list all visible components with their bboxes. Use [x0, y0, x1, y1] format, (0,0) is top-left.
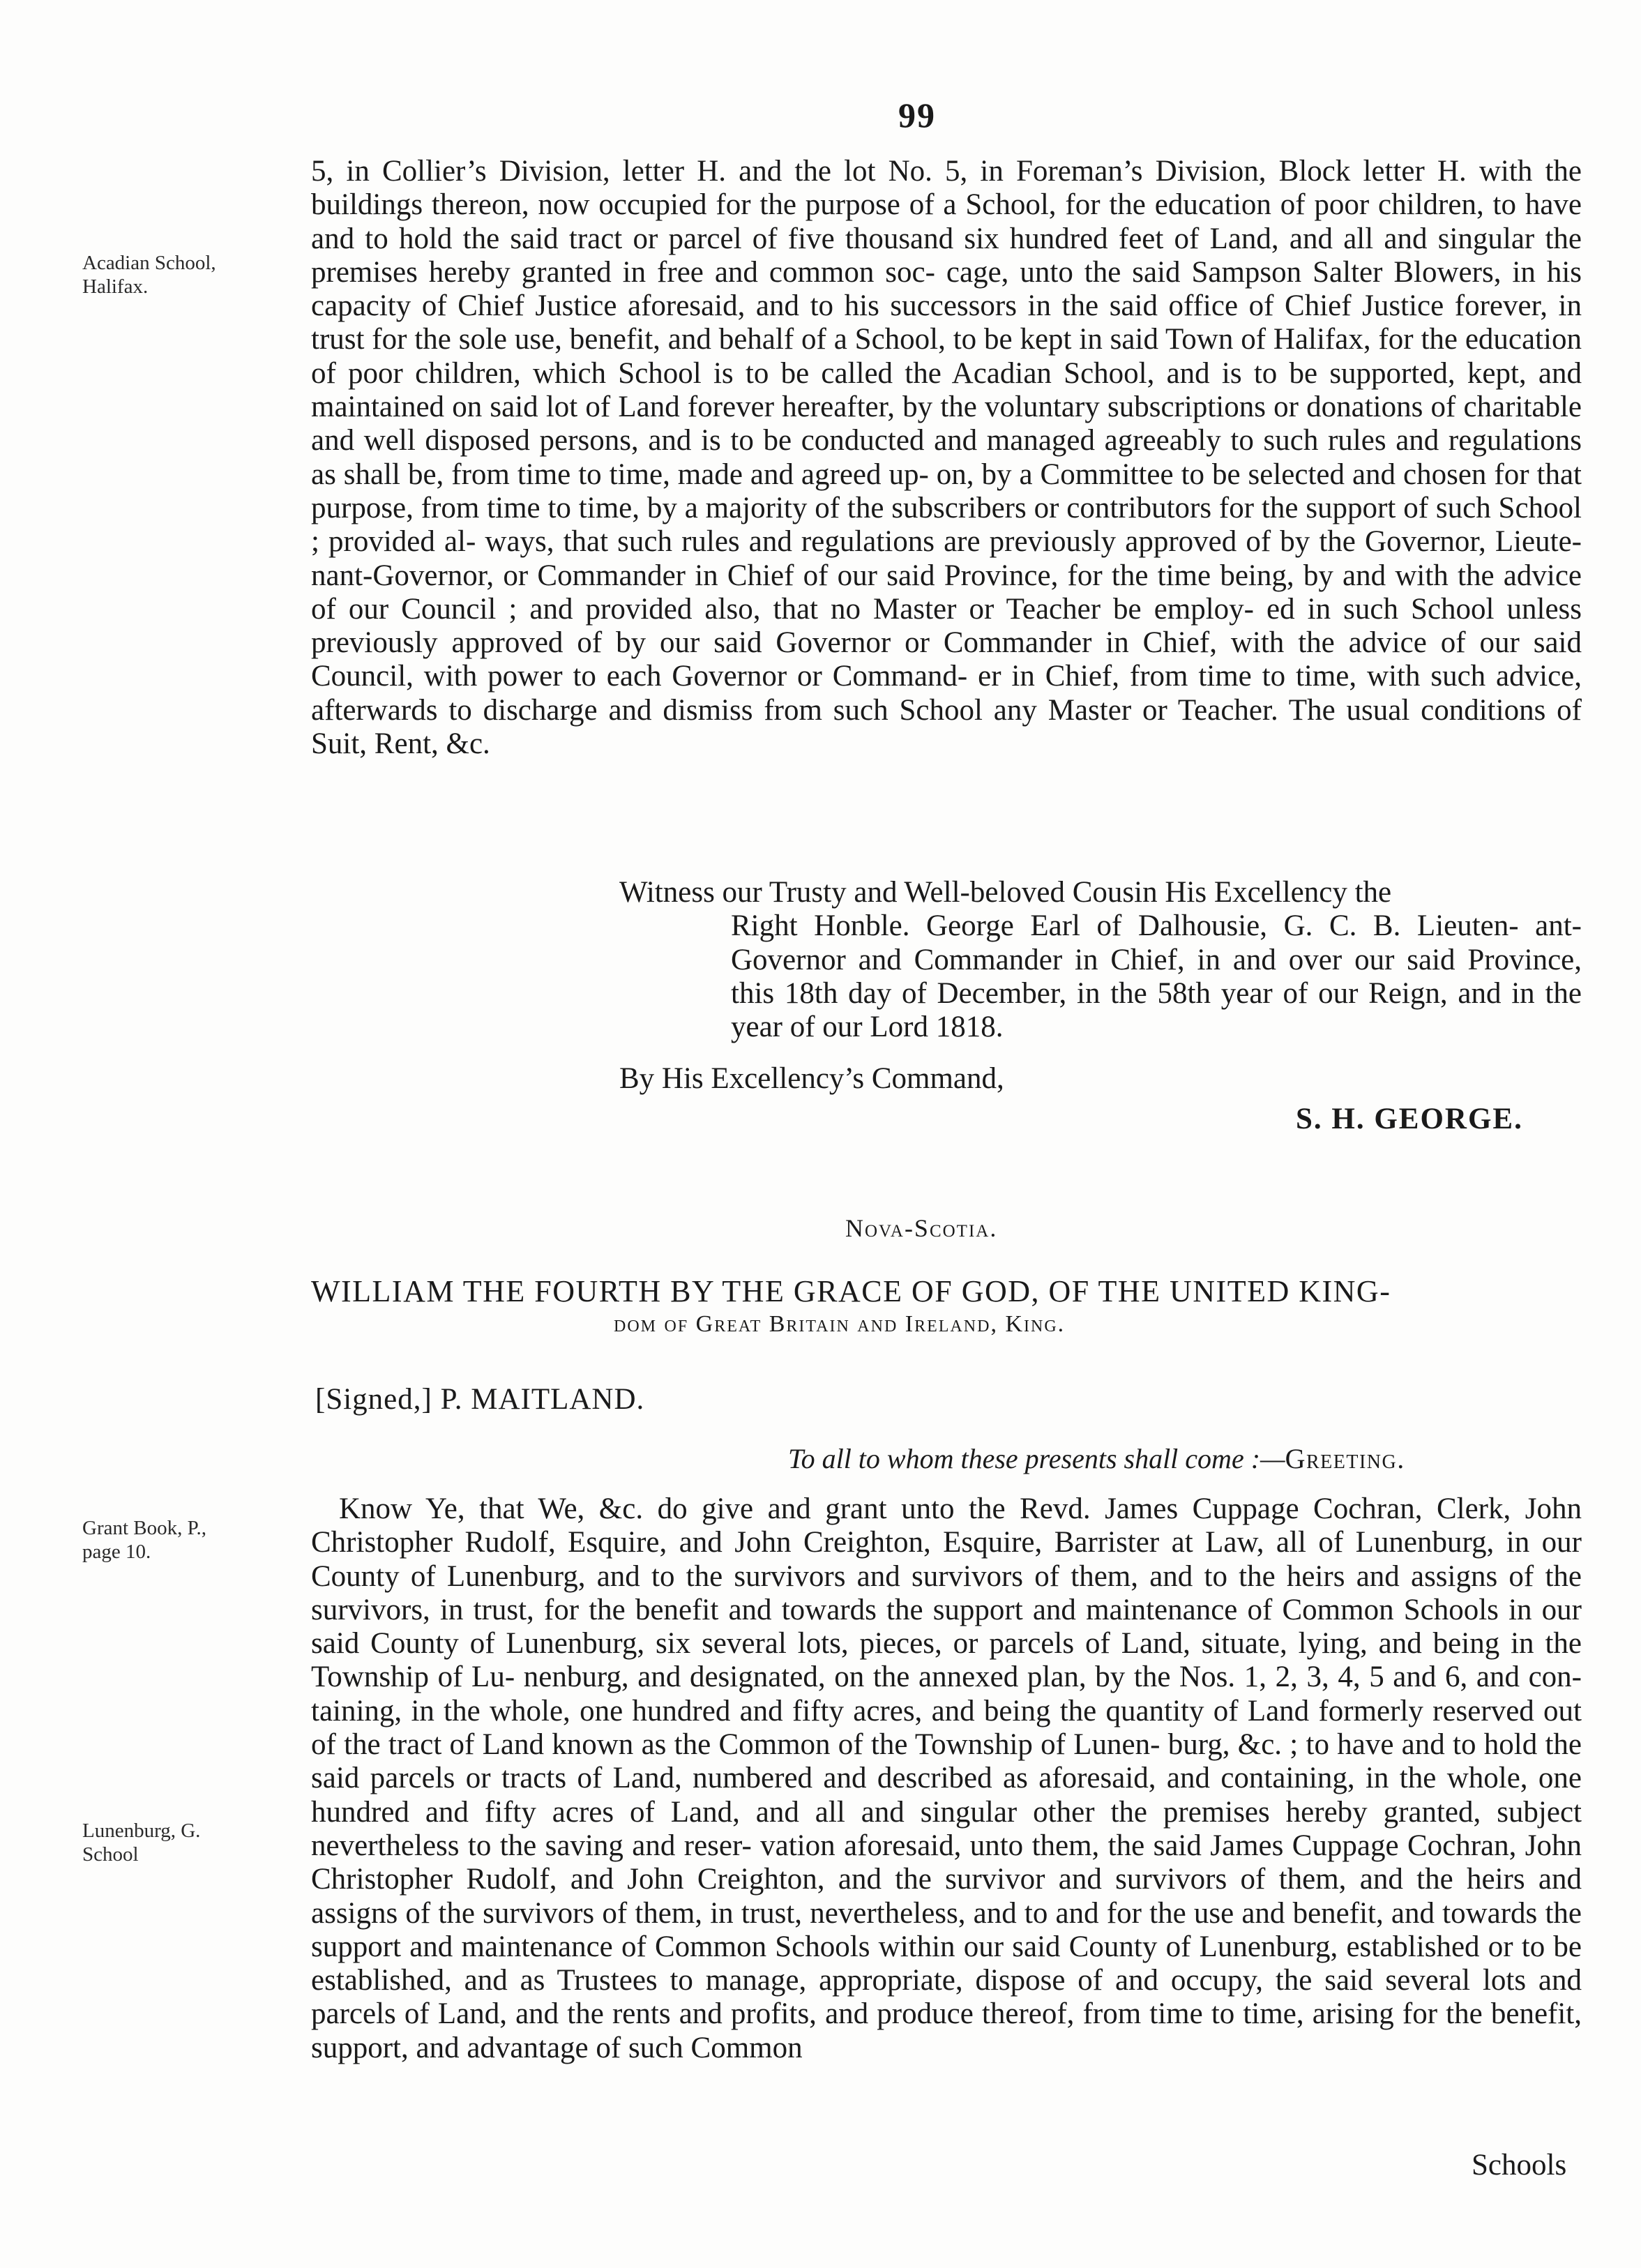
margin-note-line: Lunenburg, G. — [82, 1820, 201, 1842]
margin-note-lunenburg-school — [82, 1819, 200, 1866]
witness-clause — [619, 876, 1582, 1044]
margin-note-grant-book — [82, 1516, 206, 1564]
grant-title-line-2: dom of Great Britain and Ireland, King. — [614, 1311, 1066, 1337]
page-number: 99 — [898, 96, 936, 135]
province-heading: Nova-Scotia. — [845, 1214, 998, 1242]
witness-first-line: Witness our Trusty and Well-beloved Cousin His Excellency the — [619, 876, 1392, 909]
greeting-text: To all to whom these presents shall come :— — [788, 1443, 1285, 1474]
greeting-line — [788, 1442, 1405, 1475]
paragraph: 5, in Collier’s Division, letter H. and the lot No. 5, in Foreman’s Division, Block letter H. with the buildings thereon, now occupied for the purpose of a School, for the education of poor children, to have and to hold the said tract or parcel of five thousand six hundred feet of Land, and all and singular the premises hereby granted in free and common soc- cage, unto the said Sampson Salter Blowers, in his capacity of Chief Justice aforesaid, and to his successors in the said office of Chief Justice forever, in trust for the sole use, benefit, and behalf of a School, to be kept in said Town of Halifax, for the education of poor children, which School is to be called the Acadian School, and is to be supported, kept, and maintained on said lot of Land forever hereafter, by the voluntary subscriptions or donations of charitable and well disposed persons, and is to be conducted and managed agreeably to such rules and regulations as shall be, from time to time, made and agreed up- on, by a Committee to be selected and chosen for that purpose, from time to time, by a majority of the subscribers or contributors for the support of such School ; provided al- ways, that such rules and regulations are previously approved of by the Governor, Lieute- nant-Governor, or Commander in Chief of our said Province, for the time being, by and with the advice of our Council ; and provided also, that no Master or Teacher be employ- ed in such School unless previously approved of by our said Governor or Commander in Chief, with the advice of our said Council, with power to each Governor or Command- er in Chief, from time to time, with such advice, afterwards to discharge and dismiss from such School any Master or Teacher. The usual conditions of Suit, Rent, &c. — [311, 155, 1582, 761]
witness-continuation: Right Honble. George Earl of Dalhousie, G. C. B. Lieuten- ant-Governor and Commander in Chief, in and over our said Province, this 18th day of December, in the 58th year of our Reign, and in the year of our Lord 1818. — [731, 909, 1582, 1044]
margin-note-line: School — [82, 1843, 139, 1866]
margin-note-line: Grant Book, P., — [82, 1517, 207, 1539]
margin-note-line: Halifax. — [82, 275, 149, 298]
catchword: Schools — [1472, 2149, 1567, 2182]
grant-text-continuation — [311, 155, 1582, 761]
paragraph: Know Ye, that We, &c. do give and grant unto the Revd. James Cuppage Cochran, Clerk, John Christopher Rudolf, Esquire, and John Creighton, Esquire, Barrister at Law, all of Lunenburg, in our County of Lunenburg, and to the survivors and survivors of them, and to the heirs and assigns of the survivors, in trust, for the benefit and towards the support and maintenance of Common Schools in our said County of Lunenburg, six several lots, pieces, or parcels of Land, situate, lying, and being in the Township of Lu- nenburg, and designated, on the annexed plan, by the Nos. 1, 2, 3, 4, 5 and 6, and con- taining, in the whole, one hundred and fifty acres, and being the quantity of Land formerly reserved out of the tract of Land known as the Common of the Township of Lunen- burg, &c. ; to have and to hold the said parcels or tracts of Land, numbered and described as aforesaid, and containing, in the whole, one hundred and fifty acres of Land, and all and singular other the premises hereby granted, subject nevertheless to the saving and reser- vation aforesaid, unto them, the said James Cuppage Cochran, John Christopher Rudolf, and John Creighton, and the survivor and survivors of them, and the heirs and assigns of the survivors of them, in trust, nevertheless, and to and for the use and benefit, and towards the support and maintenance of Common Schools within our said County of Lunenburg, established or to be established, and as Trustees to manage, appropriate, dispose of and occupy, the said several lots and parcels of Land, and the rents and profits, and produce thereof, from time to time, arising for the benefit, support, and advantage of such Common — [311, 1492, 1582, 2064]
signed-line: [Signed,] P. MAITLAND. — [315, 1383, 645, 1416]
margin-note-acadian-school — [82, 251, 216, 298]
lunenburg-grant-text — [311, 1492, 1582, 2065]
signature: S. H. GEORGE. — [1296, 1103, 1523, 1135]
command-line: By His Excellency’s Command, — [619, 1062, 1004, 1095]
grant-title-line-1: WILLIAM THE FOURTH BY THE GRACE OF GOD, OF THE UNITED KING- — [311, 1274, 1391, 1308]
margin-note-line: Acadian School, — [82, 252, 216, 274]
greeting-word: Greeting. — [1285, 1443, 1405, 1474]
margin-note-line: page 10. — [82, 1541, 151, 1563]
